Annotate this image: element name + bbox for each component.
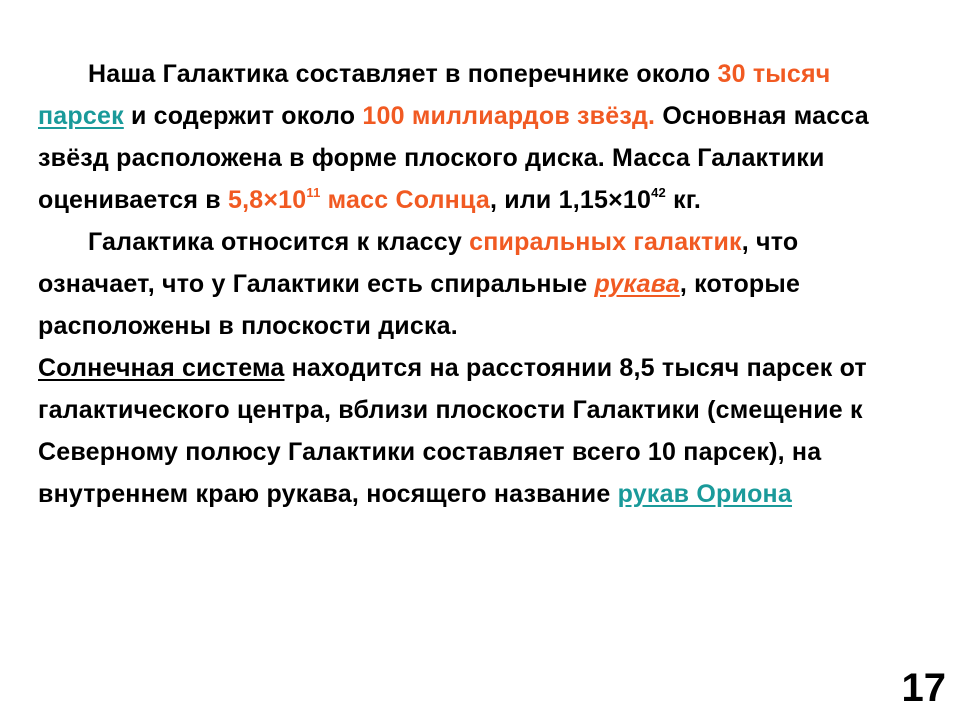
mass-unit: масс Солнца [320,186,490,214]
parsec-link[interactable]: парсек [38,102,124,130]
text-segment: Основная масса звёзд расположена в форме плоского диска. Масса Галактики оценивается в [38,102,869,214]
highlight-diameter: 30 тысяч [717,60,831,88]
highlight-mass [228,186,490,214]
paragraph-galaxy-type [38,221,922,347]
highlight-star-count: 100 миллиардов звёзд. [362,102,656,130]
solar-system-link[interactable]: Солнечная система [38,354,285,382]
text-segment: , что означает, что у Галактики есть спиральные [38,228,799,298]
mass-mantissa: 5,8×10 [228,186,307,214]
slide-body [38,53,922,515]
orion-arm-link[interactable]: рукав Ориона [617,480,792,508]
text-segment: и содержит около [123,102,363,130]
page-number: 17 [901,666,946,710]
kg-exponent: 42 [651,185,666,200]
text-segment: , или 1,15×10 [489,186,652,214]
paragraph-solar-position [38,347,922,515]
text-segment: Наша Галактика составляет в поперечнике около [88,60,718,88]
highlight-spiral-galaxies: спиральных галактик [469,228,742,256]
text-segment: кг. [665,186,702,214]
arms-link[interactable]: рукава [594,270,680,298]
text-segment: , которые расположены в плоскости диска. [38,270,801,340]
text-segment: Галактика относится к классу [88,228,470,256]
mass-exponent: 11 [306,185,321,200]
text-segment: находится на расстоянии 8,5 тысяч парсек от галактического центра, вблизи плоскости Галактики (смещение к Северному полюсу Галактики составляет всего 10 парсек), на внутреннем краю рукава, носящего название [38,354,867,508]
paragraph-galaxy-size [38,53,922,221]
